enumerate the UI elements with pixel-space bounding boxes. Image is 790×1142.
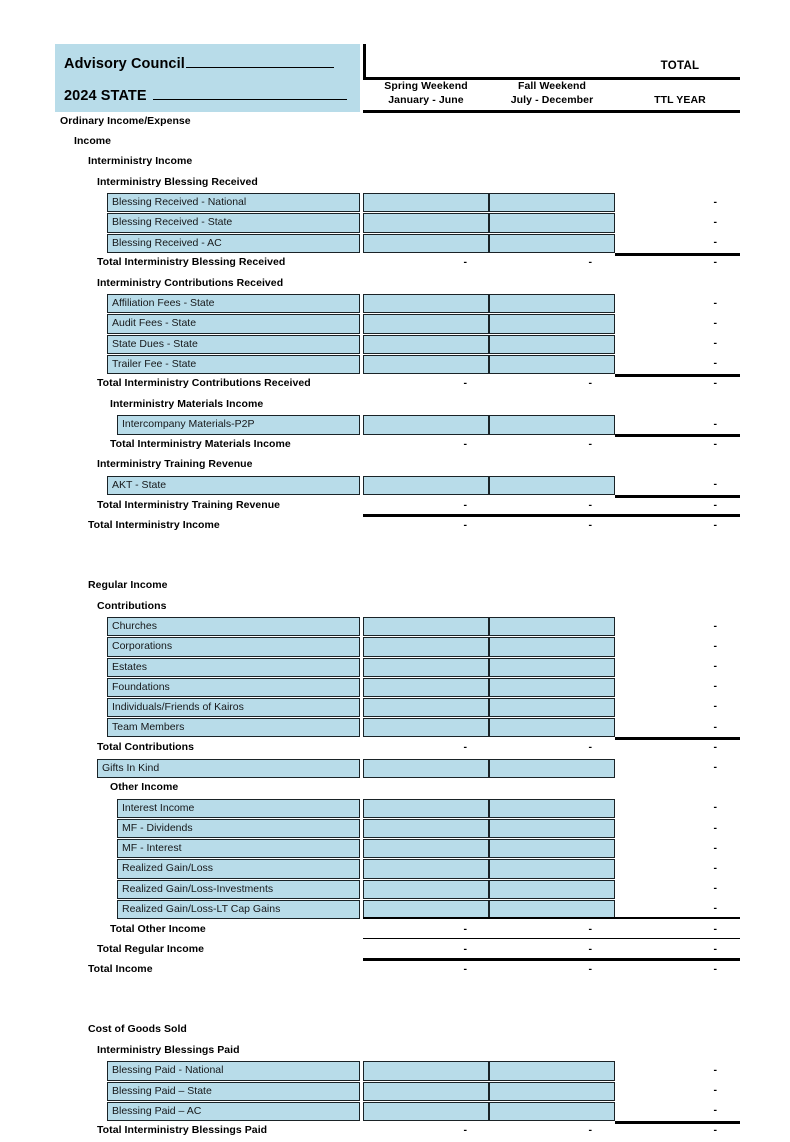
spacer-row: [0, 980, 790, 1000]
line-item-label-blessing-received-state[interactable]: Blessing Received - State: [107, 213, 360, 232]
line-item-value-ttl-year: -: [713, 296, 717, 309]
column-header-spring-line1: Spring Weekend: [384, 80, 468, 92]
line-item-value-ttl-year: -: [713, 700, 717, 713]
line-item-label-corporations[interactable]: Corporations: [107, 637, 360, 656]
total-label-total-interministry-blessing-received: Total Interministry Blessing Received: [97, 256, 286, 269]
total-value-spring: -: [463, 962, 467, 975]
spacer-row: [0, 1000, 790, 1020]
line-item-label-blessing-paid-ac[interactable]: Blessing Paid – AC: [107, 1102, 360, 1121]
total-value-ttl-year: -: [713, 256, 717, 269]
column-header-fall: [489, 80, 615, 107]
total-row: [0, 253, 790, 273]
line-item-row[interactable]: [0, 334, 790, 354]
total-label-total-other-income: Total Other Income: [110, 922, 206, 935]
line-item-value-ttl-year: -: [713, 215, 717, 228]
line-item-value-ttl-year: -: [713, 1104, 717, 1117]
group-label-cost-of-goods-sold: Cost of Goods Sold: [88, 1023, 187, 1036]
line-item-input-spring[interactable]: [363, 718, 489, 737]
line-item-input-fall[interactable]: [489, 799, 615, 818]
total-row: [0, 940, 790, 960]
line-item-input-fall[interactable]: [489, 335, 615, 354]
total-label-total-contributions: Total Contributions: [97, 740, 194, 753]
line-item-row[interactable]: [0, 617, 790, 637]
total-value-ttl-year: -: [713, 498, 717, 511]
line-item-label-trailer-fee-state[interactable]: Trailer Fee - State: [107, 355, 360, 374]
total-value-fall: -: [588, 256, 592, 269]
line-item-input-fall[interactable]: [489, 637, 615, 656]
line-item-input-fall[interactable]: [489, 193, 615, 212]
line-item-row[interactable]: [0, 1081, 790, 1101]
line-item-input-spring[interactable]: [363, 314, 489, 333]
group-header-row: [0, 576, 790, 596]
line-item-input-spring[interactable]: [363, 1102, 489, 1121]
title-block: [55, 44, 360, 112]
budget-worksheet: [0, 112, 790, 1142]
group-label-income: Income: [74, 135, 112, 148]
line-item-value-ttl-year: -: [713, 316, 717, 329]
total-label-total-income: Total Income: [88, 962, 153, 975]
sheet-header: [0, 0, 790, 118]
total-value-spring: -: [463, 740, 467, 753]
line-item-value-ttl-year: -: [713, 720, 717, 733]
line-item-label-gifts-in-kind[interactable]: Gifts In Kind: [97, 759, 360, 778]
total-value-fall: -: [588, 922, 592, 935]
total-value-fall: -: [588, 518, 592, 531]
line-item-input-spring[interactable]: [363, 859, 489, 878]
group-label-interministry-blessing-received: Interministry Blessing Received: [97, 175, 258, 188]
line-item-row[interactable]: [0, 899, 790, 919]
total-row: [0, 435, 790, 455]
total-row: [0, 496, 790, 516]
line-item-value-ttl-year: -: [713, 478, 717, 491]
state-year-label: 2024 STATE: [64, 88, 147, 104]
group-label-interministry-contributions-received: Interministry Contributions Received: [97, 276, 284, 289]
advisory-council-fill-rule: [186, 67, 334, 68]
line-item-label-audit-fees-state[interactable]: Audit Fees - State: [107, 314, 360, 333]
total-label-total-interministry-contributions-received: Total Interministry Contributions Received: [97, 377, 311, 390]
column-header-fall-line1: Fall Weekend: [517, 80, 587, 92]
total-value-spring: -: [463, 922, 467, 935]
line-item-input-spring[interactable]: [363, 759, 489, 778]
total-value-ttl-year: -: [713, 942, 717, 955]
line-item-input-spring[interactable]: [363, 799, 489, 818]
line-item-row[interactable]: [0, 233, 790, 253]
group-label-other-income: Other Income: [110, 781, 179, 794]
line-item-input-fall[interactable]: [489, 880, 615, 899]
group-header-row: [0, 132, 790, 152]
group-label-interministry-income: Interministry Income: [88, 155, 193, 168]
group-label-ordinary-income-expense: Ordinary Income/Expense: [60, 115, 191, 127]
column-header-fall-line2: July - December: [510, 93, 594, 106]
total-value-ttl-year: -: [713, 740, 717, 753]
line-item-label-estates[interactable]: Estates: [107, 658, 360, 677]
line-item-row[interactable]: [0, 859, 790, 879]
group-header-row: [0, 778, 790, 798]
line-item-input-spring[interactable]: [363, 819, 489, 838]
total-row: [0, 920, 790, 940]
line-item-input-fall[interactable]: [489, 658, 615, 677]
line-item-input-spring[interactable]: [363, 900, 489, 919]
line-item-label-interest-income[interactable]: Interest Income: [117, 799, 360, 818]
group-label-regular-income: Regular Income: [88, 579, 168, 592]
line-item-label-foundations[interactable]: Foundations: [107, 678, 360, 697]
line-item-row[interactable]: [0, 677, 790, 697]
total-value-fall: -: [588, 438, 592, 450]
line-item-label-individuals-friends-of-kairos[interactable]: Individuals/Friends of Kairos: [107, 698, 360, 717]
total-label-total-regular-income: Total Regular Income: [97, 942, 204, 955]
group-label-interministry-materials-income: Interministry Materials Income: [110, 397, 264, 410]
line-item-value-ttl-year: -: [713, 902, 717, 915]
line-item-row[interactable]: [0, 839, 790, 859]
total-row: [0, 516, 790, 536]
total-value-ttl-year: -: [713, 518, 717, 531]
total-value-spring: -: [463, 498, 467, 511]
line-item-value-ttl-year: -: [713, 1063, 717, 1076]
line-item-label-blessing-received-ac[interactable]: Blessing Received - AC: [107, 234, 360, 253]
line-item-row[interactable]: [0, 415, 790, 435]
state-year-line: [64, 88, 347, 104]
line-item-value-ttl-year: -: [713, 195, 717, 208]
line-item-input-spring[interactable]: [363, 213, 489, 232]
line-item-input-fall[interactable]: [489, 234, 615, 253]
group-label-interministry-training-revenue: Interministry Training Revenue: [97, 458, 253, 471]
total-value-spring: -: [463, 377, 467, 390]
line-item-value-ttl-year: -: [713, 821, 717, 834]
total-value-spring: -: [463, 518, 467, 531]
total-row: [0, 960, 790, 980]
line-item-row[interactable]: [0, 637, 790, 657]
column-header-spring-line2: January - June: [388, 93, 464, 106]
line-item-label-blessing-paid-national[interactable]: Blessing Paid - National: [107, 1061, 360, 1080]
line-item-value-ttl-year: -: [713, 841, 717, 854]
line-item-input-spring[interactable]: [363, 698, 489, 717]
line-item-input-fall[interactable]: [489, 294, 615, 313]
group-header-row: [0, 395, 790, 415]
total-value-fall: -: [588, 942, 592, 955]
line-item-row[interactable]: [0, 193, 790, 213]
total-value-spring: -: [463, 256, 467, 269]
line-item-input-fall[interactable]: [489, 759, 615, 778]
line-item-input-spring[interactable]: [363, 335, 489, 354]
line-item-label-team-members[interactable]: Team Members: [107, 718, 360, 737]
line-item-input-spring[interactable]: [363, 193, 489, 212]
line-item-input-spring[interactable]: [363, 415, 489, 434]
total-label-total-interministry-income: Total Interministry Income: [88, 518, 220, 531]
line-item-row[interactable]: [0, 294, 790, 314]
line-item-input-fall[interactable]: [489, 678, 615, 697]
line-item-row[interactable]: [0, 819, 790, 839]
line-item-row[interactable]: [0, 879, 790, 899]
line-item-row[interactable]: [0, 718, 790, 738]
total-label-total-interministry-training-revenue: Total Interministry Training Revenue: [97, 498, 281, 511]
line-item-row[interactable]: [0, 213, 790, 233]
line-item-input-fall[interactable]: [489, 718, 615, 737]
total-value-spring: -: [463, 438, 467, 450]
line-item-input-fall[interactable]: [489, 476, 615, 495]
line-item-input-fall[interactable]: [489, 314, 615, 333]
total-row: [0, 738, 790, 758]
total-value-ttl-year: -: [713, 922, 717, 935]
line-item-input-spring[interactable]: [363, 476, 489, 495]
line-item-value-ttl-year: -: [713, 337, 717, 350]
total-value-ttl-year: -: [713, 962, 717, 975]
total-value-fall: -: [588, 1124, 592, 1137]
group-header-row: [0, 152, 790, 172]
total-value-fall: -: [588, 962, 592, 975]
line-item-label-blessing-received-national[interactable]: Blessing Received - National: [107, 193, 360, 212]
line-item-label-mf-interest[interactable]: MF - Interest: [117, 839, 360, 858]
group-header-row: [0, 597, 790, 617]
line-item-value-ttl-year: -: [713, 882, 717, 895]
line-item-value-ttl-year: -: [713, 236, 717, 249]
state-name-fill-rule: [153, 99, 347, 100]
line-item-label-realized-gain-loss-investments[interactable]: Realized Gain/Loss-Investments: [117, 880, 360, 899]
line-item-label-akt-state[interactable]: AKT - State: [107, 476, 360, 495]
line-item-input-fall[interactable]: [489, 698, 615, 717]
line-item-row[interactable]: [0, 314, 790, 334]
column-header-ttl-year: TTL YEAR: [654, 94, 706, 106]
line-item-value-ttl-year: -: [713, 801, 717, 814]
spacer-row: [0, 556, 790, 576]
line-item-input-spring[interactable]: [363, 617, 489, 636]
line-item-input-spring[interactable]: [363, 658, 489, 677]
total-label-total-interministry-blessings-paid: Total Interministry Blessings Paid: [97, 1124, 268, 1137]
group-header-row: [0, 173, 790, 193]
line-item-input-fall[interactable]: [489, 1102, 615, 1121]
total-value-ttl-year: -: [713, 1124, 717, 1137]
line-item-input-fall[interactable]: [489, 355, 615, 374]
line-item-row[interactable]: [0, 1061, 790, 1081]
line-item-row[interactable]: [0, 697, 790, 717]
line-item-value-ttl-year: -: [713, 619, 717, 632]
line-item-row[interactable]: [0, 798, 790, 818]
line-item-input-fall[interactable]: [489, 859, 615, 878]
group-header-row: [0, 274, 790, 294]
line-item-input-spring[interactable]: [363, 839, 489, 858]
line-item-input-fall[interactable]: [489, 819, 615, 838]
line-item-input-spring[interactable]: [363, 880, 489, 899]
line-item-row[interactable]: [0, 758, 790, 778]
total-label-total-interministry-materials-income: Total Interministry Materials Income: [110, 438, 291, 450]
line-item-row[interactable]: [0, 354, 790, 374]
total-value-fall: -: [588, 377, 592, 390]
header-vertical-separator: [363, 44, 366, 78]
line-item-input-fall[interactable]: [489, 1061, 615, 1080]
line-item-row[interactable]: [0, 657, 790, 677]
total-value-ttl-year: -: [713, 438, 717, 450]
group-header-row: [0, 1020, 790, 1040]
line-item-input-fall[interactable]: [489, 617, 615, 636]
line-item-input-spring[interactable]: [363, 637, 489, 656]
column-header-spring: [363, 80, 489, 107]
line-item-input-fall[interactable]: [489, 213, 615, 232]
line-item-input-fall[interactable]: [489, 415, 615, 434]
line-item-value-ttl-year: -: [713, 660, 717, 673]
line-item-input-spring[interactable]: [363, 355, 489, 374]
line-item-label-churches[interactable]: Churches: [107, 617, 360, 636]
line-item-input-spring[interactable]: [363, 234, 489, 253]
line-item-input-spring[interactable]: [363, 1061, 489, 1080]
line-item-value-ttl-year: -: [713, 680, 717, 693]
line-item-label-affiliation-fees-state[interactable]: Affiliation Fees - State: [107, 294, 360, 313]
group-label-contributions: Contributions: [97, 599, 167, 612]
line-item-input-spring[interactable]: [363, 294, 489, 313]
total-row: [0, 1121, 790, 1141]
total-value-spring: -: [463, 942, 467, 955]
line-item-value-ttl-year: -: [713, 357, 717, 370]
line-item-value-ttl-year: -: [713, 861, 717, 874]
line-item-label-blessing-paid-state[interactable]: Blessing Paid – State: [107, 1082, 360, 1101]
line-item-label-state-dues-state[interactable]: State Dues - State: [107, 335, 360, 354]
total-value-fall: -: [588, 498, 592, 511]
group-label-interministry-blessings-paid: Interministry Blessings Paid: [97, 1043, 240, 1056]
line-item-value-ttl-year: -: [713, 639, 717, 652]
group-header-row: [0, 1041, 790, 1061]
line-item-input-fall[interactable]: [489, 839, 615, 858]
line-item-input-fall[interactable]: [489, 900, 615, 919]
line-item-value-ttl-year: -: [713, 1084, 717, 1096]
total-value-fall: -: [588, 740, 592, 753]
advisory-council-label: Advisory Council: [64, 56, 185, 72]
line-item-value-ttl-year: -: [713, 417, 717, 430]
group-header-row: [0, 455, 790, 475]
line-item-label-intercompany-materials-p2p[interactable]: Intercompany Materials-P2P: [117, 415, 360, 434]
line-item-row[interactable]: [0, 475, 790, 495]
total-value-ttl-year: -: [713, 377, 717, 390]
line-item-input-spring[interactable]: [363, 678, 489, 697]
group-header-row: [0, 112, 790, 132]
line-item-value-ttl-year: -: [713, 761, 717, 773]
total-value-spring: -: [463, 1124, 467, 1137]
line-item-label-mf-dividends[interactable]: MF - Dividends: [117, 819, 360, 838]
line-item-row[interactable]: [0, 1101, 790, 1121]
line-item-label-realized-gain-loss-lt-cap-gains[interactable]: Realized Gain/Loss-LT Cap Gains: [117, 900, 360, 919]
line-item-label-realized-gain-loss[interactable]: Realized Gain/Loss: [117, 859, 360, 878]
advisory-council-line: [64, 56, 334, 72]
spacer-row: [0, 536, 790, 556]
total-row: [0, 374, 790, 394]
total-header-label: TOTAL: [660, 60, 700, 72]
